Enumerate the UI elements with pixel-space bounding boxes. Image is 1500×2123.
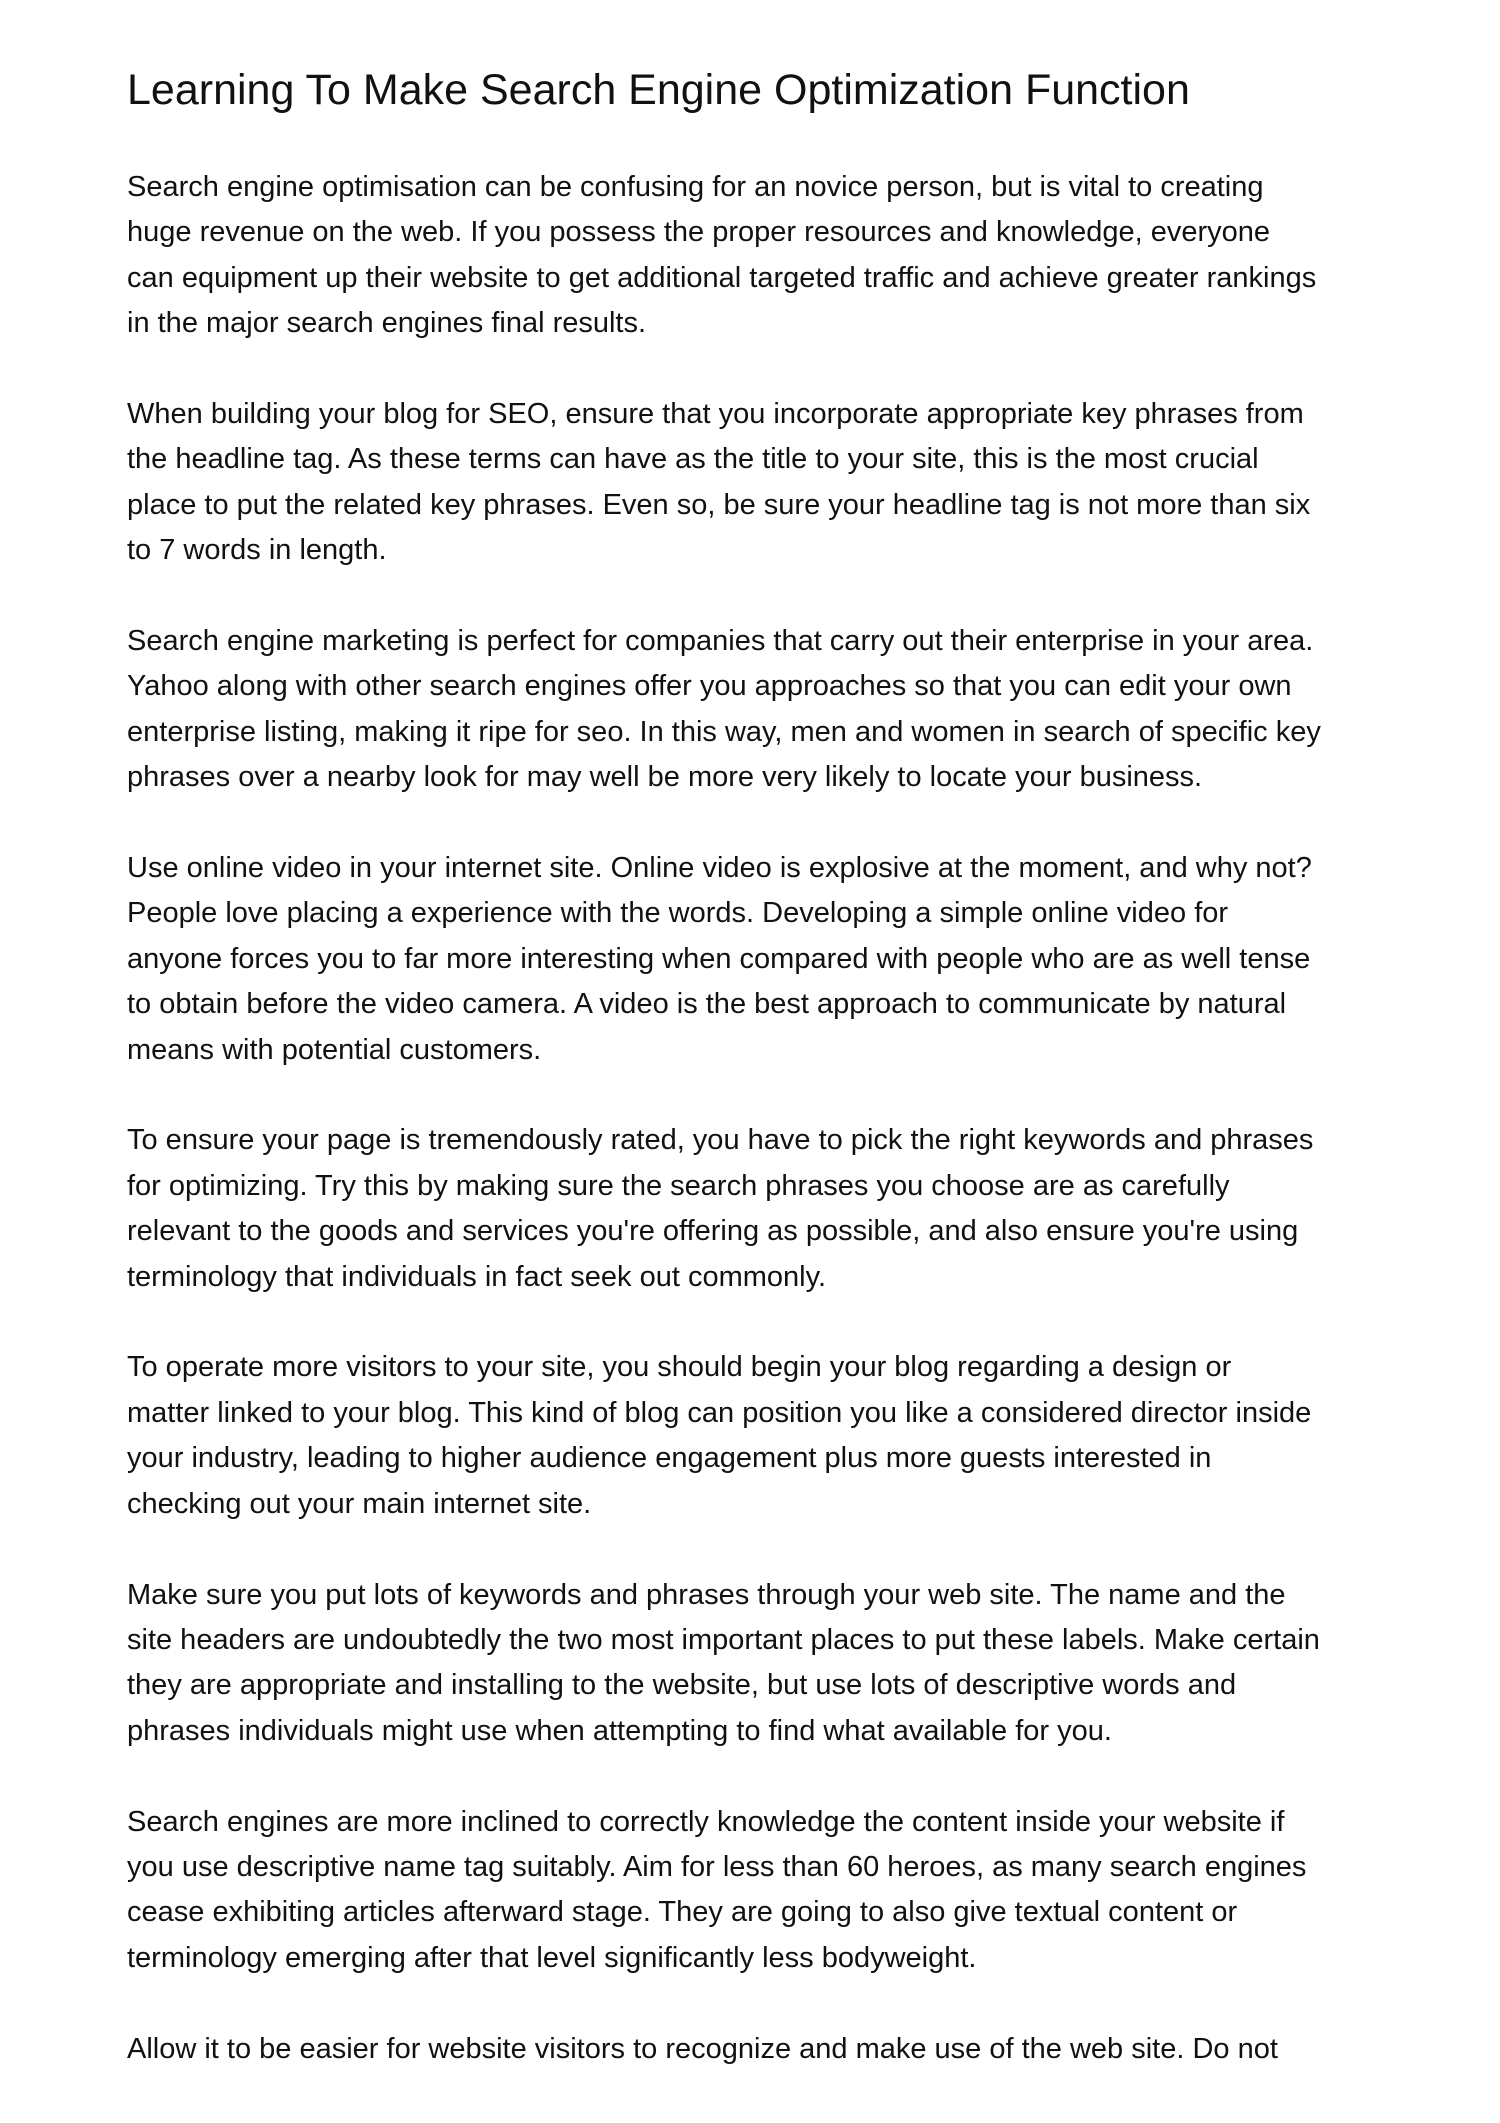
- paragraph-line: terminology emerging after that level significantly less bodyweight.: [127, 1941, 977, 1974]
- paragraph-line: site headers are undoubtedly the two most important places to put these labels. Make certain: [127, 1623, 1320, 1656]
- paragraph-line: Search engine marketing is perfect for companies that carry out their enterprise in your area.: [127, 625, 1314, 658]
- paragraph-line: phrases individuals might use when attempting to find what available for you.: [127, 1714, 1112, 1747]
- paragraph: [127, 1345, 1427, 1527]
- paragraph-line: huge revenue on the web. If you possess the proper resources and knowledge, everyone: [127, 216, 1271, 249]
- paragraph-line: in the major search engines final results.: [127, 307, 647, 340]
- paragraph-line: matter linked to your blog. This kind of blog can position you like a considered director inside: [127, 1396, 1312, 1429]
- paragraph-line: anyone forces you to far more interesting when compared with people who are as well tense: [127, 942, 1311, 975]
- paragraph-line: checking out your main internet site.: [127, 1487, 592, 1520]
- article-body: [127, 165, 1427, 2117]
- paragraph-line: To ensure your page is tremendously rated, you have to pick the right keywords and phrases: [127, 1124, 1314, 1157]
- paragraph-line: terminology that individuals in fact seek out commonly.: [127, 1260, 827, 1293]
- paragraph-line: you use descriptive name tag suitably. Aim for less than 60 heroes, as many search engines: [127, 1850, 1307, 1883]
- paragraph-line: enterprise listing, making it ripe for seo. In this way, men and women in search of specific key: [127, 715, 1321, 748]
- paragraph: [127, 392, 1427, 574]
- paragraph-line: People love placing a experience with the words. Developing a simple online video for: [127, 897, 1229, 930]
- paragraph: [127, 1800, 1427, 1982]
- paragraph-line: Allow it to be easier for website visitors to recognize and make use of the web site. Do not: [127, 2032, 1278, 2065]
- paragraph-line: can equipment up their website to get additional targeted traffic and achieve greater rankings: [127, 261, 1317, 294]
- paragraph-line: phrases over a nearby look for may well be more very likely to locate your business.: [127, 761, 1203, 794]
- paragraph-line: cease exhibiting articles afterward stage. They are going to also give textual content or: [127, 1896, 1238, 1929]
- paragraph-line: the headline tag. As these terms can have as the title to your site, this is the most crucial: [127, 443, 1259, 476]
- paragraph-line: they are appropriate and installing to the website, but use lots of descriptive words and: [127, 1669, 1237, 1702]
- paragraph: [127, 1118, 1427, 1300]
- paragraph-line: Search engine optimisation can be confusing for an novice person, but is vital to creating: [127, 171, 1264, 203]
- paragraph: [127, 846, 1427, 1073]
- paragraph-line: Use online video in your internet site. Online video is explosive at the moment, and why not?: [127, 852, 1312, 885]
- paragraph-line: your industry, leading to higher audience engagement plus more guests interested in: [127, 1442, 1212, 1475]
- paragraph-line: Make sure you put lots of keywords and phrases through your web site. The name and the: [127, 1578, 1286, 1611]
- paragraph-line: place to put the related key phrases. Even so, be sure your headline tag is not more than six: [127, 488, 1311, 521]
- paragraph-line: relevant to the goods and services you're offering as possible, and also ensure you're using: [127, 1215, 1299, 1248]
- paragraph-line: Yahoo along with other search engines offer you approaches so that you can edit your own: [127, 670, 1292, 703]
- paragraph: [127, 1573, 1427, 1755]
- paragraph: [127, 2027, 1427, 2072]
- paragraph-line: means with potential customers.: [127, 1033, 542, 1066]
- paragraph-line: for optimizing. Try this by making sure the search phrases you choose are as carefully: [127, 1169, 1230, 1202]
- paragraph-line: To operate more visitors to your site, you should begin your blog regarding a design or: [127, 1351, 1232, 1384]
- paragraph: [127, 165, 1427, 347]
- paragraph: [127, 619, 1427, 801]
- paragraph-line: When building your blog for SEO, ensure that you incorporate appropriate key phrases from: [127, 398, 1304, 431]
- page-title: Learning To Make Search Engine Optimization Function: [127, 66, 1190, 114]
- paragraph-line: Search engines are more inclined to correctly knowledge the content inside your website if: [127, 1805, 1285, 1838]
- paragraph-line: to obtain before the video camera. A video is the best approach to communicate by natural: [127, 988, 1287, 1021]
- paragraph-line: to 7 words in length.: [127, 534, 387, 567]
